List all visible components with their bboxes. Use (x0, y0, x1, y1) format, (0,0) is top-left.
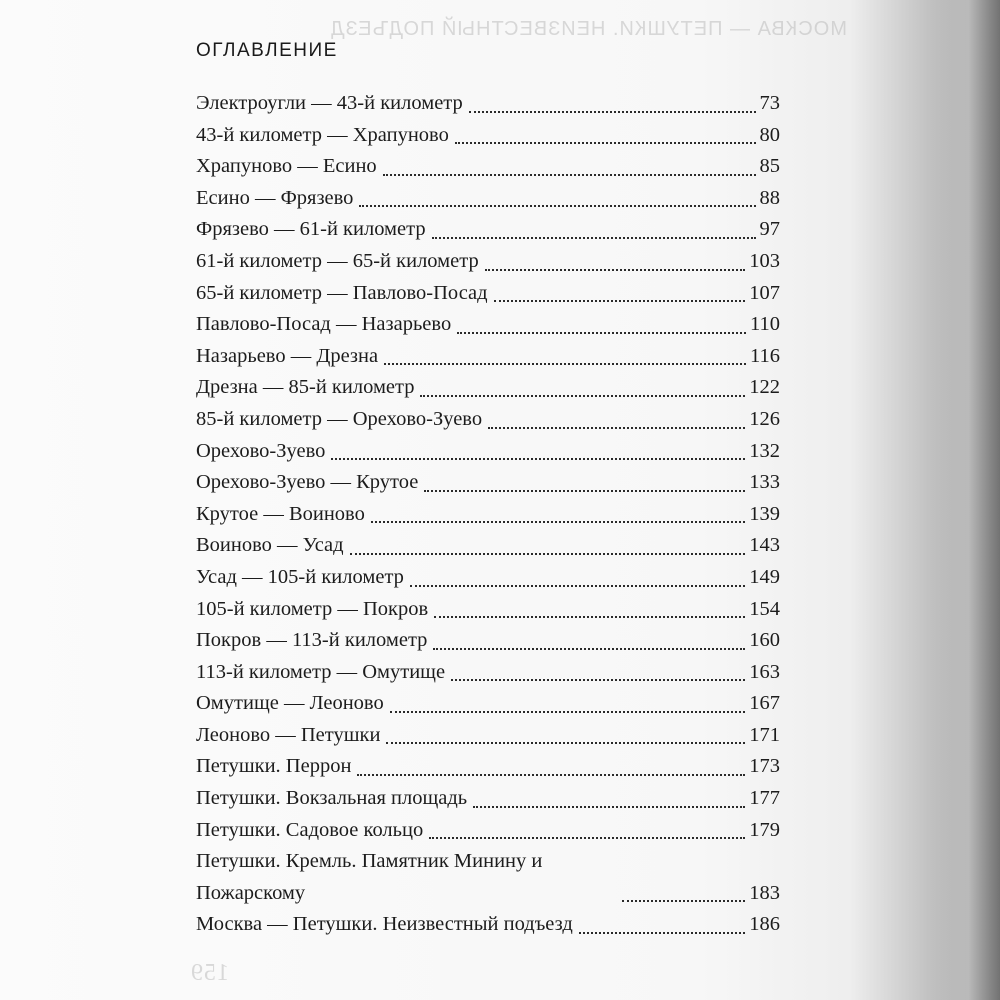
dot-leader (331, 457, 745, 460)
toc-entry-title: 61-й километр — 65-й километр (196, 249, 479, 272)
toc-entry-title: Назарьево — Дрезна (196, 344, 379, 367)
toc-entry-title: Москва — Петушки. Неизвестный подъезд (196, 913, 573, 936)
toc-entry-page: 179 (749, 818, 780, 841)
dot-leader (579, 931, 745, 934)
toc-entry-title: Петушки. Кремль. Памятник Минину и Пожарскому (196, 850, 543, 904)
toc-entry-title: Храпуново — Есино (196, 155, 377, 178)
toc-entry-title: 65-й километр — Павлово-Посад (196, 281, 488, 304)
toc-entry-page: 183 (749, 881, 780, 904)
toc-entry-page: 133 (749, 471, 780, 494)
toc-entry-page: 163 (749, 660, 780, 683)
show-through-page-number: 159 (190, 960, 229, 986)
toc-entry (196, 436, 780, 468)
toc-entry-title: 43-й километр — Храпуново (196, 123, 449, 146)
toc-entry-page: 186 (749, 913, 780, 936)
toc-entry-title: Орехово-Зуево (196, 439, 326, 462)
toc-entry-title: Усад — 105-й километр (196, 565, 404, 588)
page-gutter-shadow (930, 0, 1000, 1000)
dot-leader (455, 141, 756, 144)
toc-entry-page: 80 (759, 123, 780, 146)
toc-entry-title: Петушки. Садовое кольцо (196, 818, 424, 841)
toc-entry (196, 120, 780, 152)
dot-leader (451, 678, 745, 681)
show-through-header: МОСКВА — ПЕТУШКИ. НЕИЗВЕСТНЫЙ ПОДЪЕЗД (330, 18, 847, 40)
dot-leader (457, 331, 746, 334)
toc-entry-page: 126 (749, 407, 780, 430)
toc-entry-page: 160 (749, 629, 780, 652)
dot-leader (485, 268, 746, 271)
toc-entry-page: 97 (759, 218, 780, 241)
toc-entry-page: 149 (749, 565, 780, 588)
page-title: ОГЛАВЛЕНИЕ (196, 40, 338, 61)
toc-entry (196, 341, 780, 373)
toc-entry (196, 562, 780, 594)
toc-entry (196, 246, 780, 278)
dot-leader (434, 615, 745, 618)
toc-entry-title: Электроугли — 43-й километр (196, 92, 463, 114)
dot-leader (429, 836, 745, 839)
toc-entry (196, 688, 780, 720)
dot-leader (350, 552, 746, 555)
dot-leader (386, 741, 745, 744)
toc-entry (196, 909, 780, 941)
toc-entry-title: Леоново — Петушки (196, 723, 381, 746)
toc-entry-title: Павлово-Посад — Назарьево (196, 313, 452, 336)
toc-entry (196, 214, 780, 246)
toc-entry (196, 88, 780, 120)
toc-entry-page: 171 (749, 723, 780, 746)
table-of-contents (196, 88, 780, 941)
toc-entry (196, 151, 780, 183)
toc-entry-page: 143 (749, 534, 780, 557)
toc-entry-page: 167 (749, 692, 780, 715)
toc-entry (196, 751, 780, 783)
toc-entry-title: Омутище — Леоново (196, 692, 384, 715)
toc-entry-title: 85-й километр — Орехово-Зуево (196, 407, 483, 430)
toc-entry-title: Петушки. Вокзальная площадь (196, 787, 468, 810)
dot-leader (488, 426, 745, 429)
toc-entry (196, 467, 780, 499)
toc-entry (196, 594, 780, 626)
toc-entry (196, 372, 780, 404)
toc-entry-title: Покров — 113-й километр (196, 629, 428, 652)
toc-entry-title: Орехово-Зуево — Крутое (196, 471, 419, 494)
dot-leader (473, 805, 745, 808)
dot-leader (384, 362, 746, 365)
toc-entry-page: 103 (749, 249, 780, 272)
dot-leader (424, 489, 745, 492)
toc-entry-title: Воиново — Усад (196, 534, 344, 557)
toc-entry-page: 177 (749, 787, 780, 810)
toc-entry-title: Дрезна — 85-й километр (196, 376, 415, 399)
toc-entry (196, 846, 780, 909)
toc-entry (196, 499, 780, 531)
toc-entry (196, 657, 780, 689)
toc-entry-title: 113-й километр — Омутище (196, 660, 446, 683)
toc-entry-page: 110 (750, 313, 780, 336)
toc-entry-page: 173 (749, 755, 780, 778)
toc-entry (196, 278, 780, 310)
toc-entry-page: 139 (749, 502, 780, 525)
toc-entry (196, 404, 780, 436)
dot-leader (420, 394, 745, 397)
toc-entry-title: Фрязево — 61-й километр (196, 218, 426, 241)
dot-leader (371, 520, 745, 523)
toc-entry (196, 815, 780, 847)
toc-entry-page: 154 (749, 597, 780, 620)
toc-entry-page: 122 (749, 376, 780, 399)
dot-leader (433, 647, 745, 650)
toc-entry (196, 309, 780, 341)
toc-entry-page: 85 (759, 155, 780, 178)
dot-leader (432, 236, 756, 239)
toc-entry (196, 183, 780, 215)
toc-entry-page: 132 (749, 439, 780, 462)
toc-entry-title: 105-й километр — Покров (196, 597, 429, 620)
dot-leader (359, 204, 755, 207)
toc-entry-page: 107 (749, 281, 780, 304)
toc-entry-title: Петушки. Перрон (196, 755, 352, 778)
dot-leader (622, 899, 745, 902)
dot-leader (469, 110, 756, 113)
toc-entry-title: Крутое — Воиново (196, 502, 365, 525)
toc-entry-title: Есино — Фрязево (196, 186, 354, 209)
toc-entry-page: 73 (759, 92, 780, 114)
dot-leader (383, 173, 756, 176)
dot-leader (410, 584, 745, 587)
toc-entry-page: 88 (759, 186, 780, 209)
toc-entry (196, 783, 780, 815)
dot-leader (357, 773, 745, 776)
dot-leader (390, 710, 746, 713)
dot-leader (494, 299, 746, 302)
toc-entry (196, 720, 780, 752)
toc-entry (196, 625, 780, 657)
toc-entry-page: 116 (750, 344, 780, 367)
toc-entry (196, 530, 780, 562)
